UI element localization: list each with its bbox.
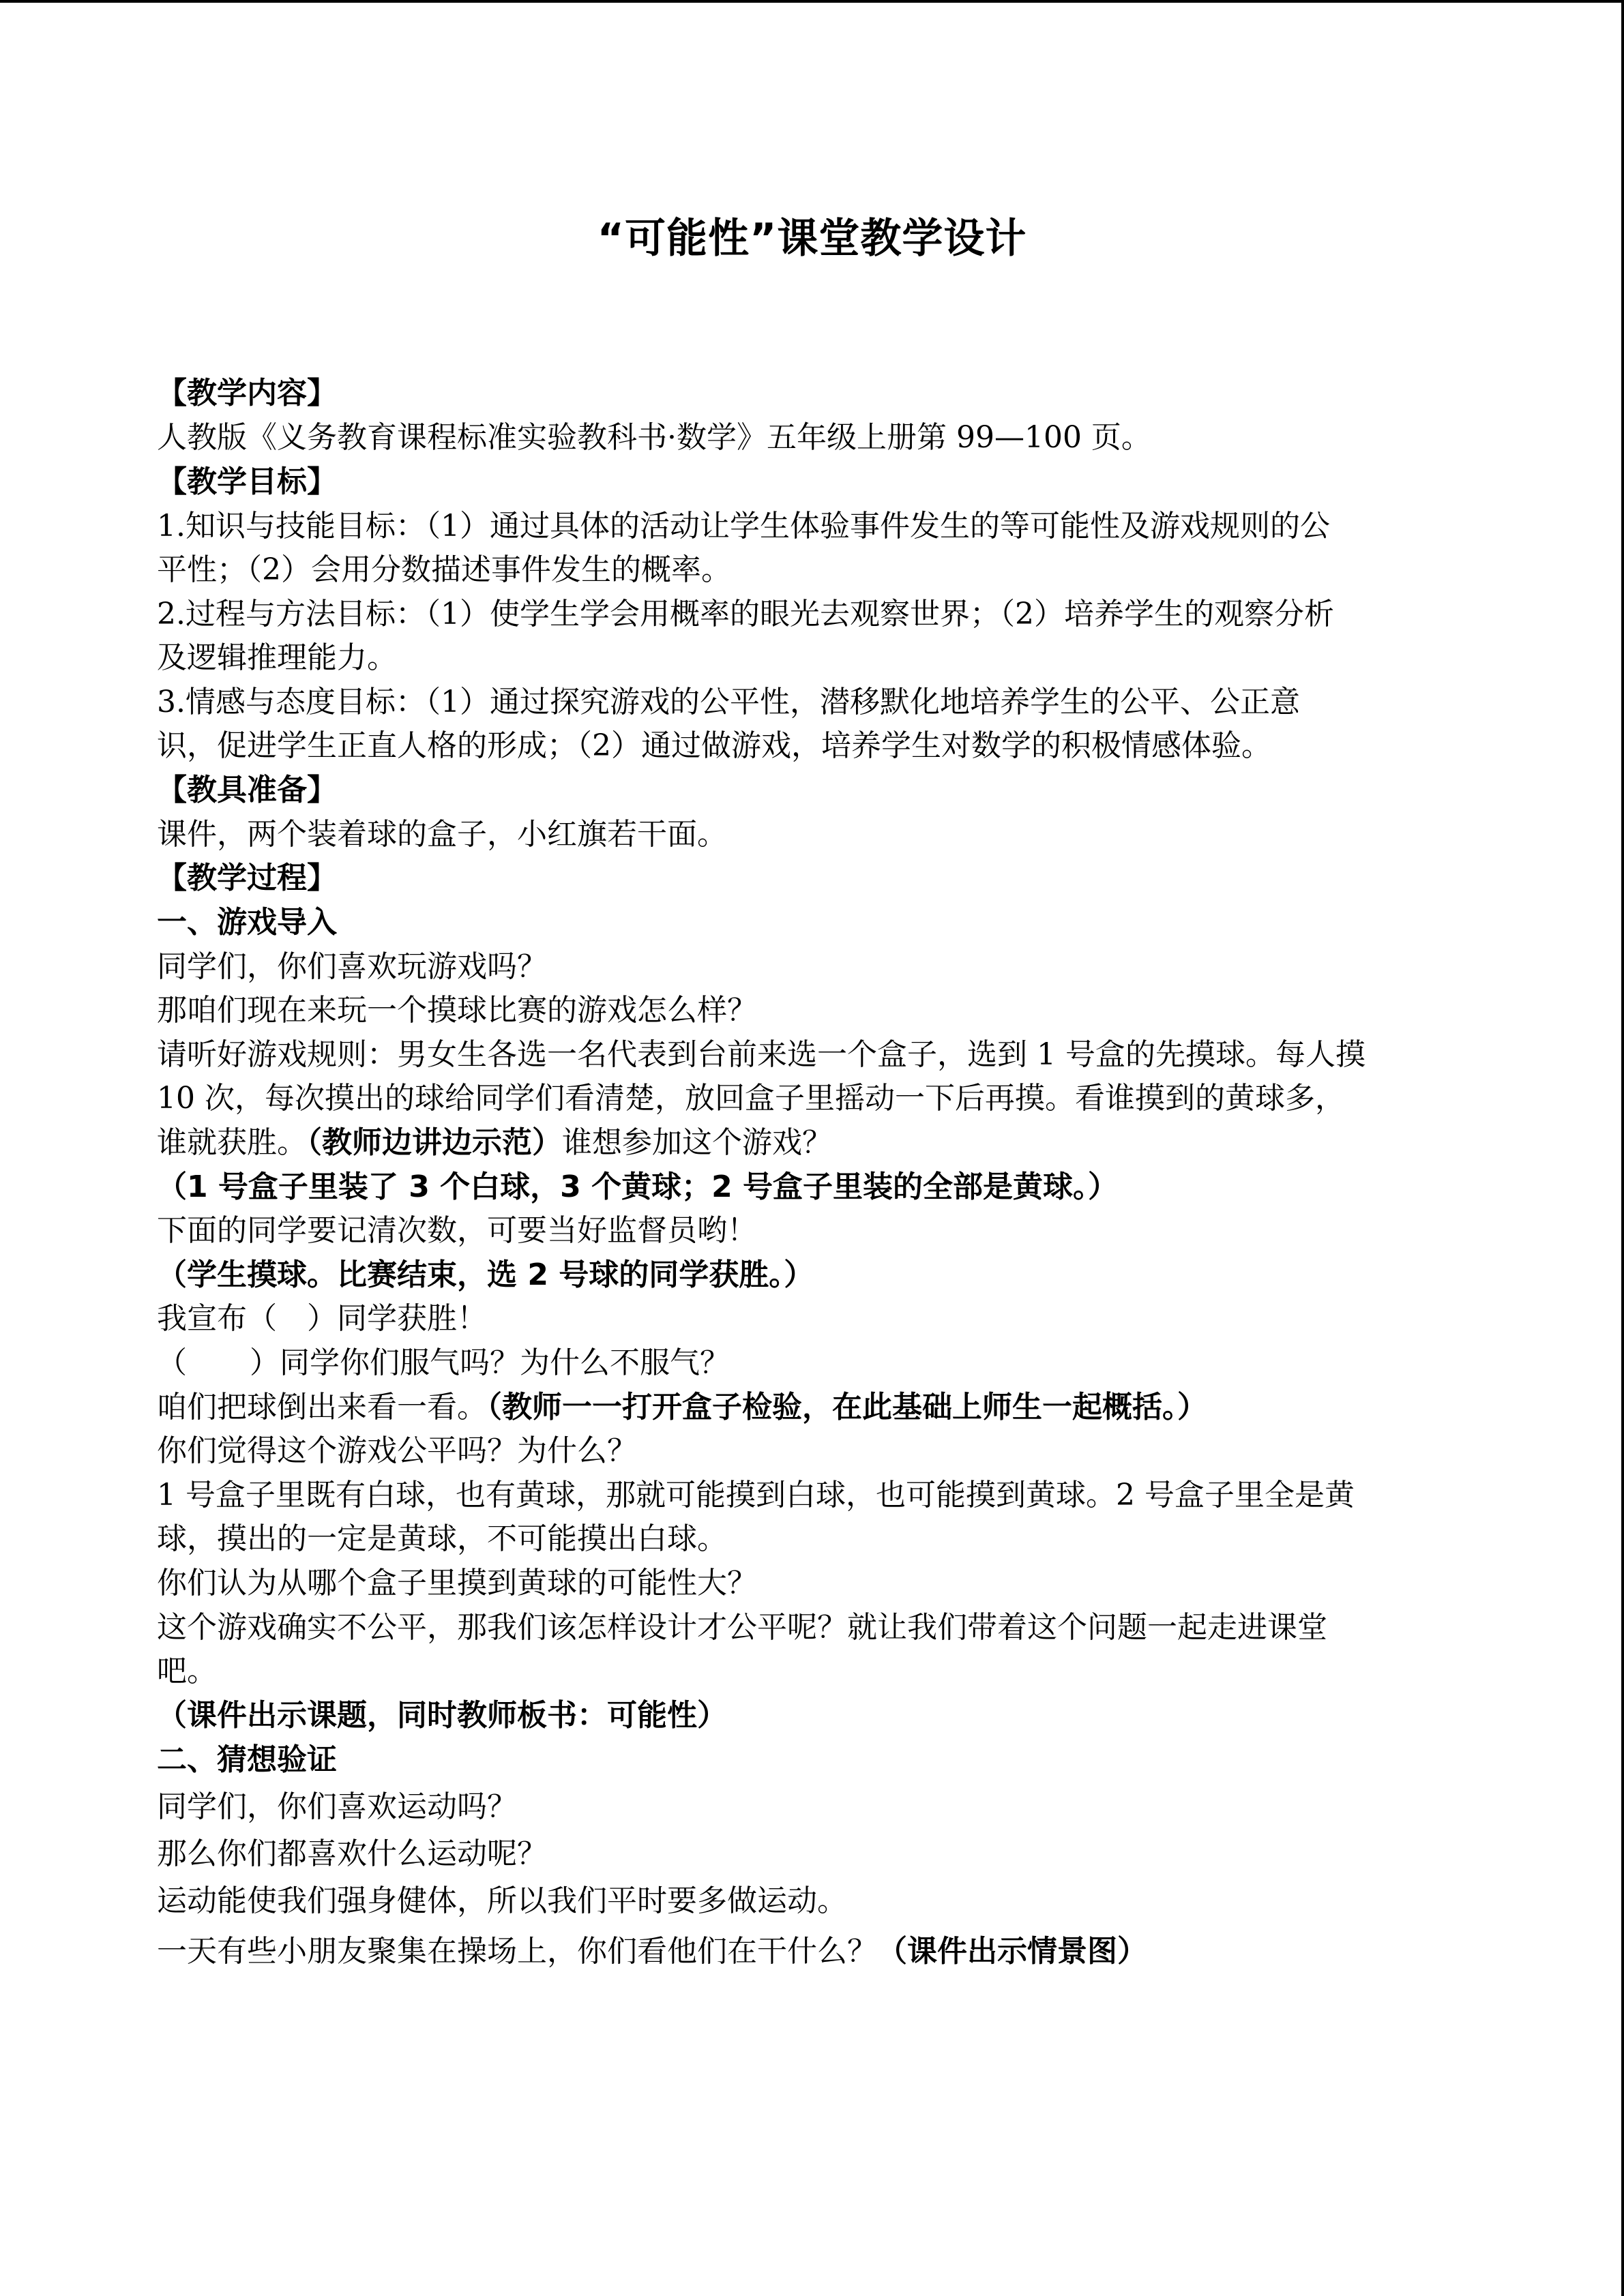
goal-2-line-2: 及逻辑推理能力。	[157, 640, 397, 675]
section-heading-process: 【教学过程】	[157, 861, 337, 895]
paragraph-line: 1 号盒子里既有白球，也有黄球，那就可能摸到白球，也可能摸到黄球。2 号盒子里全是黄	[157, 1478, 1355, 1512]
text-span: 我宣布（	[157, 1301, 277, 1336]
paragraph-line: 同学们，你们喜欢运动吗？	[157, 1789, 517, 1824]
box-contents-note-bold: （1 号盒子里装了 3 个白球，3 个黄球；2 号盒子里装的全部是黄球。）	[157, 1169, 1119, 1204]
text-span: 谁想参加这个游戏？	[562, 1125, 832, 1160]
section-heading-goals: 【教学目标】	[157, 464, 337, 499]
text-span: 谁就获胜。	[157, 1125, 307, 1160]
paragraph-line-blank	[157, 1296, 1494, 1341]
paragraph-line: 请听好游戏规则：男女生各选一名代表到台前来选一个盒子，选到 1 号盒的先摸球。每人摸	[157, 1037, 1365, 1072]
courseware-note-bold: （课件出示情景图）	[877, 1934, 1147, 1969]
paragraph-line: 球，摸出的一定是黄球，不可能摸出白球。	[157, 1521, 727, 1556]
paragraph-line: 那咱们现在来玩一个摸球比赛的游戏怎么样？	[157, 993, 757, 1028]
board-note-bold: （课件出示课题，同时教师板书：可能性）	[157, 1698, 727, 1733]
goal-2-line-1: 2.过程与方法目标：（1）使学生学会用概率的眼光去观察世界；（2）培养学生的观察分析	[157, 597, 1334, 631]
page-border-top	[0, 0, 1624, 3]
text-span: （	[157, 1345, 187, 1380]
paragraph-line: 同学们，你们喜欢玩游戏吗？	[157, 949, 547, 984]
paragraph-line-mixed	[157, 1385, 1494, 1430]
text-span: 一天有些小朋友聚集在操场上，你们看他们在干什么？	[157, 1934, 877, 1969]
goal-1-line-1: 1.知识与技能目标：（1）通过具体的活动让学生体验事件发生的等可能性及游戏规则的公	[157, 509, 1330, 543]
page-border-right	[1621, 0, 1624, 2296]
paragraph-line: 运动能使我们强身健体，所以我们平时要多做运动。	[157, 1883, 847, 1918]
teacher-note-bold: （教师一一打开盒子检验，在此基础上师生一起概括。）	[487, 1390, 1207, 1425]
paragraph-line: 你们觉得这个游戏公平吗？为什么？	[157, 1433, 637, 1468]
section-heading-content: 【教学内容】	[157, 376, 337, 411]
text-span: ）同学你们服气吗？为什么不服气？	[250, 1345, 730, 1380]
paragraph-line: 那么你们都喜欢什么运动呢？	[157, 1836, 547, 1871]
goal-1-line-2: 平性；（2）会用分数描述事件发生的概率。	[157, 552, 731, 587]
paragraph-line: 你们认为从哪个盒子里摸到黄球的可能性大？	[157, 1566, 757, 1600]
part-2-heading: 二、猜想验证	[157, 1742, 337, 1777]
text-span: ）同学获胜！	[307, 1301, 487, 1336]
goal-3-line-1: 3.情感与态度目标：（1）通过探究游戏的公平性，潜移默化地培养学生的公平、公正意	[157, 685, 1300, 719]
prep-text: 课件，两个装着球的盒子，小红旗若干面。	[157, 817, 727, 852]
paragraph-line-mixed	[157, 1929, 1494, 1974]
teacher-note-bold: （教师边讲边示范）	[307, 1125, 562, 1160]
paragraph-line: 下面的同学要记清次数，可要当好监督员哟！	[157, 1213, 757, 1248]
content-text: 人教版《义务教育课程标准实验教科书·数学》五年级上册第 99—100 页。	[157, 420, 1151, 455]
paragraph-line-blank	[157, 1341, 1494, 1386]
section-heading-prep: 【教具准备】	[157, 773, 337, 807]
text-span: 咱们把球倒出来看一看。	[157, 1390, 487, 1425]
paragraph-line: 吧。	[157, 1654, 217, 1688]
paragraph-line: 这个游戏确实不公平，那我们该怎样设计才公平呢？就让我们带着这个问题一起走进课堂	[157, 1610, 1327, 1645]
result-note-bold: （学生摸球。比赛结束，选 2 号球的同学获胜。）	[157, 1257, 814, 1292]
document-title: “可能性”课堂教学设计	[597, 215, 1027, 263]
paragraph-line-mixed	[157, 1120, 1494, 1165]
goal-3-line-2: 识，促进学生正直人格的形成；（2）通过做游戏，培养学生对数学的积极情感体验。	[157, 728, 1271, 763]
paragraph-line: 10 次，每次摸出的球给同学们看清楚，放回盒子里摇动一下后再摸。看谁摸到的黄球多，	[157, 1081, 1345, 1116]
part-1-heading: 一、游戏导入	[157, 905, 337, 940]
